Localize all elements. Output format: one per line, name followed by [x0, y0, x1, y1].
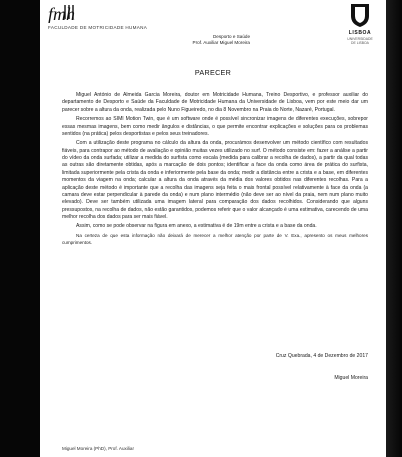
- paragraph: Recorremos ao SIMI Motion Twin, que é um software onde é possível sincronizar imagens de diferentes execuções, sobrepor essas mesmas imagens, bem como medir ângulos e distâncias, o que permite encontrar explicações e soluções para os problemas sentidos (na prática) pelos desportistas e pelos seus treinadores.: [62, 116, 368, 137]
- document-page: [40, 0, 386, 457]
- university-shield-icon: [348, 2, 372, 28]
- svg-text:fmh: fmh: [48, 4, 75, 23]
- university-subtitle-line: UNIVERSIDADE: [347, 37, 373, 41]
- university-subtitle: [340, 37, 380, 45]
- date-line: Cruz Quebrada, 4 de Dezembro de 2017: [275, 353, 368, 359]
- fmh-logo-icon: [48, 3, 88, 23]
- closing-paragraph: Na certeza de que esta informação não deixará de merecer a melhor atenção por parte de V. Exa., apresento os meus melhores cumprimentos.: [62, 232, 368, 245]
- department-line: Desporto e Saúde: [212, 34, 250, 39]
- paragraph: Assim, como se pode observar na figura em anexo, a estimativa é de 19m entre a crista e a base da onda.: [76, 223, 317, 230]
- photo-background-right: [386, 0, 402, 457]
- university-name: LISBOA: [348, 30, 372, 36]
- faculty-name: FACULDADE DE MOTRICIDADE HUMANA: [48, 25, 148, 30]
- paragraph: Miguel António de Almeida Garcia Moreira, doutor em Motricidade Humana, Treino Desportivo, e professor auxiliar do departamento de Desporto e Saúde da Faculdade de Motricidade Humana da Universidade de Lisboa, vem por este meio dar um parecer sobre a altura da onda, realizada pelo Nuno Figueiredo, no dia 8 Novembro na Praia do Norte, Nazaré, Portugal.: [62, 92, 368, 113]
- header-sender: [160, 34, 250, 46]
- document-title: PARECER: [194, 68, 232, 77]
- document-body: [62, 92, 368, 248]
- signature-name: Miguel Moreira: [334, 375, 368, 381]
- university-subtitle-line: DE LISBOA: [351, 41, 369, 45]
- professor-line: Prof. Auxiliar Miguel Moreira: [192, 40, 250, 45]
- photo-background-left: [0, 0, 40, 457]
- paragraph: Com a utilização deste programa no cálculo da altura da onda, procurámos desenvolver um método científico com resultados fiáveis, para contrapor ao método de avaliação e opinião muitas vezes utilizado no surf. O método consiste em: fazer a análise a partir do vídeo da onda surfada; utilizar a medida do surfista como escala (medida para calibrar a recolha de dados), a partir da qual todas as outras são diretamente obtidas, após a marcação de dois pontos; identificar a face da onda como área de prática do surfista, limitada superiormente pela crista da onda e inferiormente pela base da onda; medir a distância entre a crista e a base, em diferentes momentos da viagem na onda; calcular a altura da onda através da média dos valores obtidos nas diferentes recolhas. Para a aplicação deste método é importante que a recolha das imagens seja feita o mais frontal possível relativamente à face da onda (a camara deve estar perpendicular à parede da onda) e num plano intermédio (não deve ser ao nível da praia, nem num plano muito elevado). Deve ser também utilizada uma imagem lateral para comparação dos dados recolhidos. Considerando que alguns pressupostos, na recolha de dados, não estão garantidos, podemos referir que o valor alcançado é uma estimativa, carecendo de uma melhor recolha dos dados para ser mais fiável.: [62, 140, 368, 220]
- page-footer: Miguel Moreira (PhD), Prof. Auxiliar: [62, 446, 134, 451]
